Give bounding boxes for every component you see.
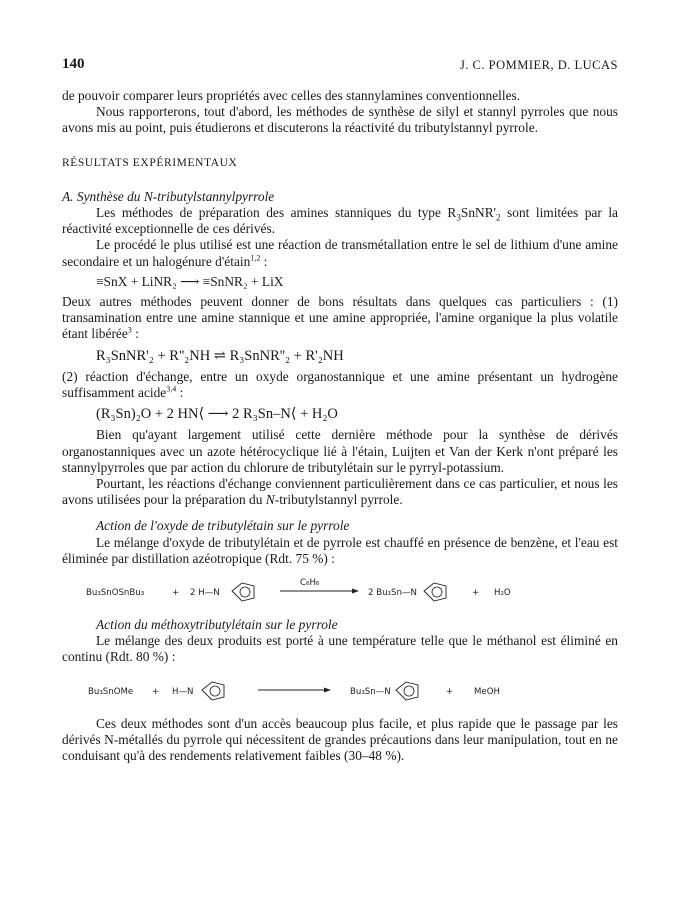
pyrrole-ring-icon [424,583,446,601]
scheme1-amine: 2 H—N [190,588,220,599]
text-fragment: (2) réaction d'échange, entre un oxyde organostannique et une amine présentant un hydrogène suffisamment acide [62,368,618,401]
text-fragment: : [176,385,184,401]
reaction-arrow-icon [258,687,331,692]
reaction-scheme-1 [62,573,618,611]
italic-n: N [265,492,275,508]
scheme1-byproduct: H₂O [494,588,511,599]
paragraph-continued: de pouvoir comparer leurs propriétés avec celles des stannylamines conventionnelles. [62,88,521,103]
equation-3: (R₃Sn)₂O + 2 HN⟨ ⟶ 2 R₃Sn–N⟨ + H₂O [96,406,338,423]
reaction-scheme-2 [62,672,618,710]
text-fragment: : [131,326,139,342]
scheme1-product: 2 Bu₃Sn—N [368,588,417,599]
subsection-heading [62,189,618,205]
reaction-scheme-1-svg [62,573,618,611]
text-fragment: : [260,253,268,269]
paragraph-exchange [62,369,618,401]
running-title: J. C. POMMIER, D. LUCAS [459,58,618,72]
text-fragment: Les méthodes de préparation des amines stanniques du type R [96,205,457,221]
paragraph-transamination [62,294,618,343]
text-fragment: Le procédé le plus utilisé est une réaction de transmétallation entre le sel de lithium d'une amine secondaire et un halogénure d'étain [62,237,618,269]
reaction-arrow-icon [280,589,359,594]
paragraph-pourtant [62,476,618,508]
reference-superscript: 3 [127,325,132,335]
text-fragment: sont limitées par la réactivité exceptionnelle de ces dérivés. [62,205,618,237]
equation-1: ≡SnX + LiNR₂ ⟶ ≡SnNR₂ + LiX [96,273,284,289]
reaction-scheme-2-svg [62,672,618,710]
page-body [62,88,618,764]
scheme1-plus: + [172,588,180,599]
action1-text: Le mélange d'oxyde de tributylétain et de pyrrole est chauffé en présence de benzène, et l'eau est éliminée par distillation azéotropique (Rdt. 75 %) : [62,534,618,566]
pyrrole-ring-icon [232,583,254,601]
scheme1-plus-2: + [472,588,480,599]
paragraph-closing: Ces deux méthodes sont d'un accès beaucoup plus facile, et plus rapide que le passage par les dérivés N-métallés du pyrrole qui nécessitent de grandes précautions dans leur manipulation, tout en ne conduisant qu'à des rendements relativement faibles (30–48 %). [62,715,618,764]
scheme2-plus: + [152,686,160,697]
paragraph-methods: Les méthodes de préparation des amines stanniques du type $R_3SnNR'_2$ sont limitées par la réactivité exceptionnelle de ces dérivés. [62,205,618,237]
paragraph-luijten: Bien qu'ayant largement utilisé cette dernière méthode pour la synthèse de dérivés organostanniques avec un azote hétérocyclique lié à l'étain, Luijten et Van der Kerk n'ont préparé les stannylpyrroles que par action du chlorure de tributylétain sur le pyrryl-potassium. [62,427,618,475]
text-fragment: SnNR' [460,205,497,221]
reference-superscript: 3,4 [166,384,177,394]
scheme2-plus-2: + [446,686,454,697]
text-fragment: Deux autres méthodes peuvent donner de bons résultats dans quelques cas particuliers : (1) transamination entre une amine stannique et une amine appropriée, l'amine organique la plus volatile étant libérée [62,294,618,342]
subsection-title: Synthèse du N-tributylstannylpyrrole [76,188,275,204]
subsection-label: A. [62,188,74,204]
section-title: RÉSULTATS EXPÉRIMENTAUX [62,156,238,169]
scheme1-condition: C₆H₆ [300,578,320,589]
text-fragment: Pourtant, les réactions d'échange conviennent particulièrement dans ce cas particulier, et nous les avons utilisées pour la préparation du [62,476,618,508]
paragraph-intro: Nous rapporterons, tout d'abord, les méthodes de synthèse de silyl et stannyl pyrroles que nous avons mis au point, puis étudierons et discuterons la réactivité du tributylstannyl pyrrole. [62,104,618,136]
scheme2-product: Bu₃Sn—N [350,686,391,697]
page-number: 140 [62,56,85,72]
pyrrole-ring-icon [202,682,224,700]
scheme2-reagent: Bu₃SnOMe [88,686,134,697]
action2-title: Action du méthoxytributylétain sur le pyrrole [96,617,338,633]
reference-superscript: 1,2 [250,253,261,263]
text-fragment: -tributylstannyl pyrrole. [274,492,403,508]
scheme2-amine: H—N [172,686,194,697]
action1-title: Action de l'oxyde de tributylétain sur le pyrrole [96,518,350,534]
equation-2: R₃SnNR'₂ + R''₂NH ⇌ R₃SnNR''₂ + R'₂NH [96,347,344,364]
paragraph-transmetallation [62,237,618,269]
action2-text: Le mélange des deux produits est porté à une température telle que le méthanol est éliminé en continu (Rdt. 80 %) : [62,633,618,665]
scheme2-byproduct: MeOH [474,686,500,697]
scheme1-reagent: Bu₃SnOSnBu₃ [86,588,145,599]
pyrrole-ring-icon [396,682,418,700]
